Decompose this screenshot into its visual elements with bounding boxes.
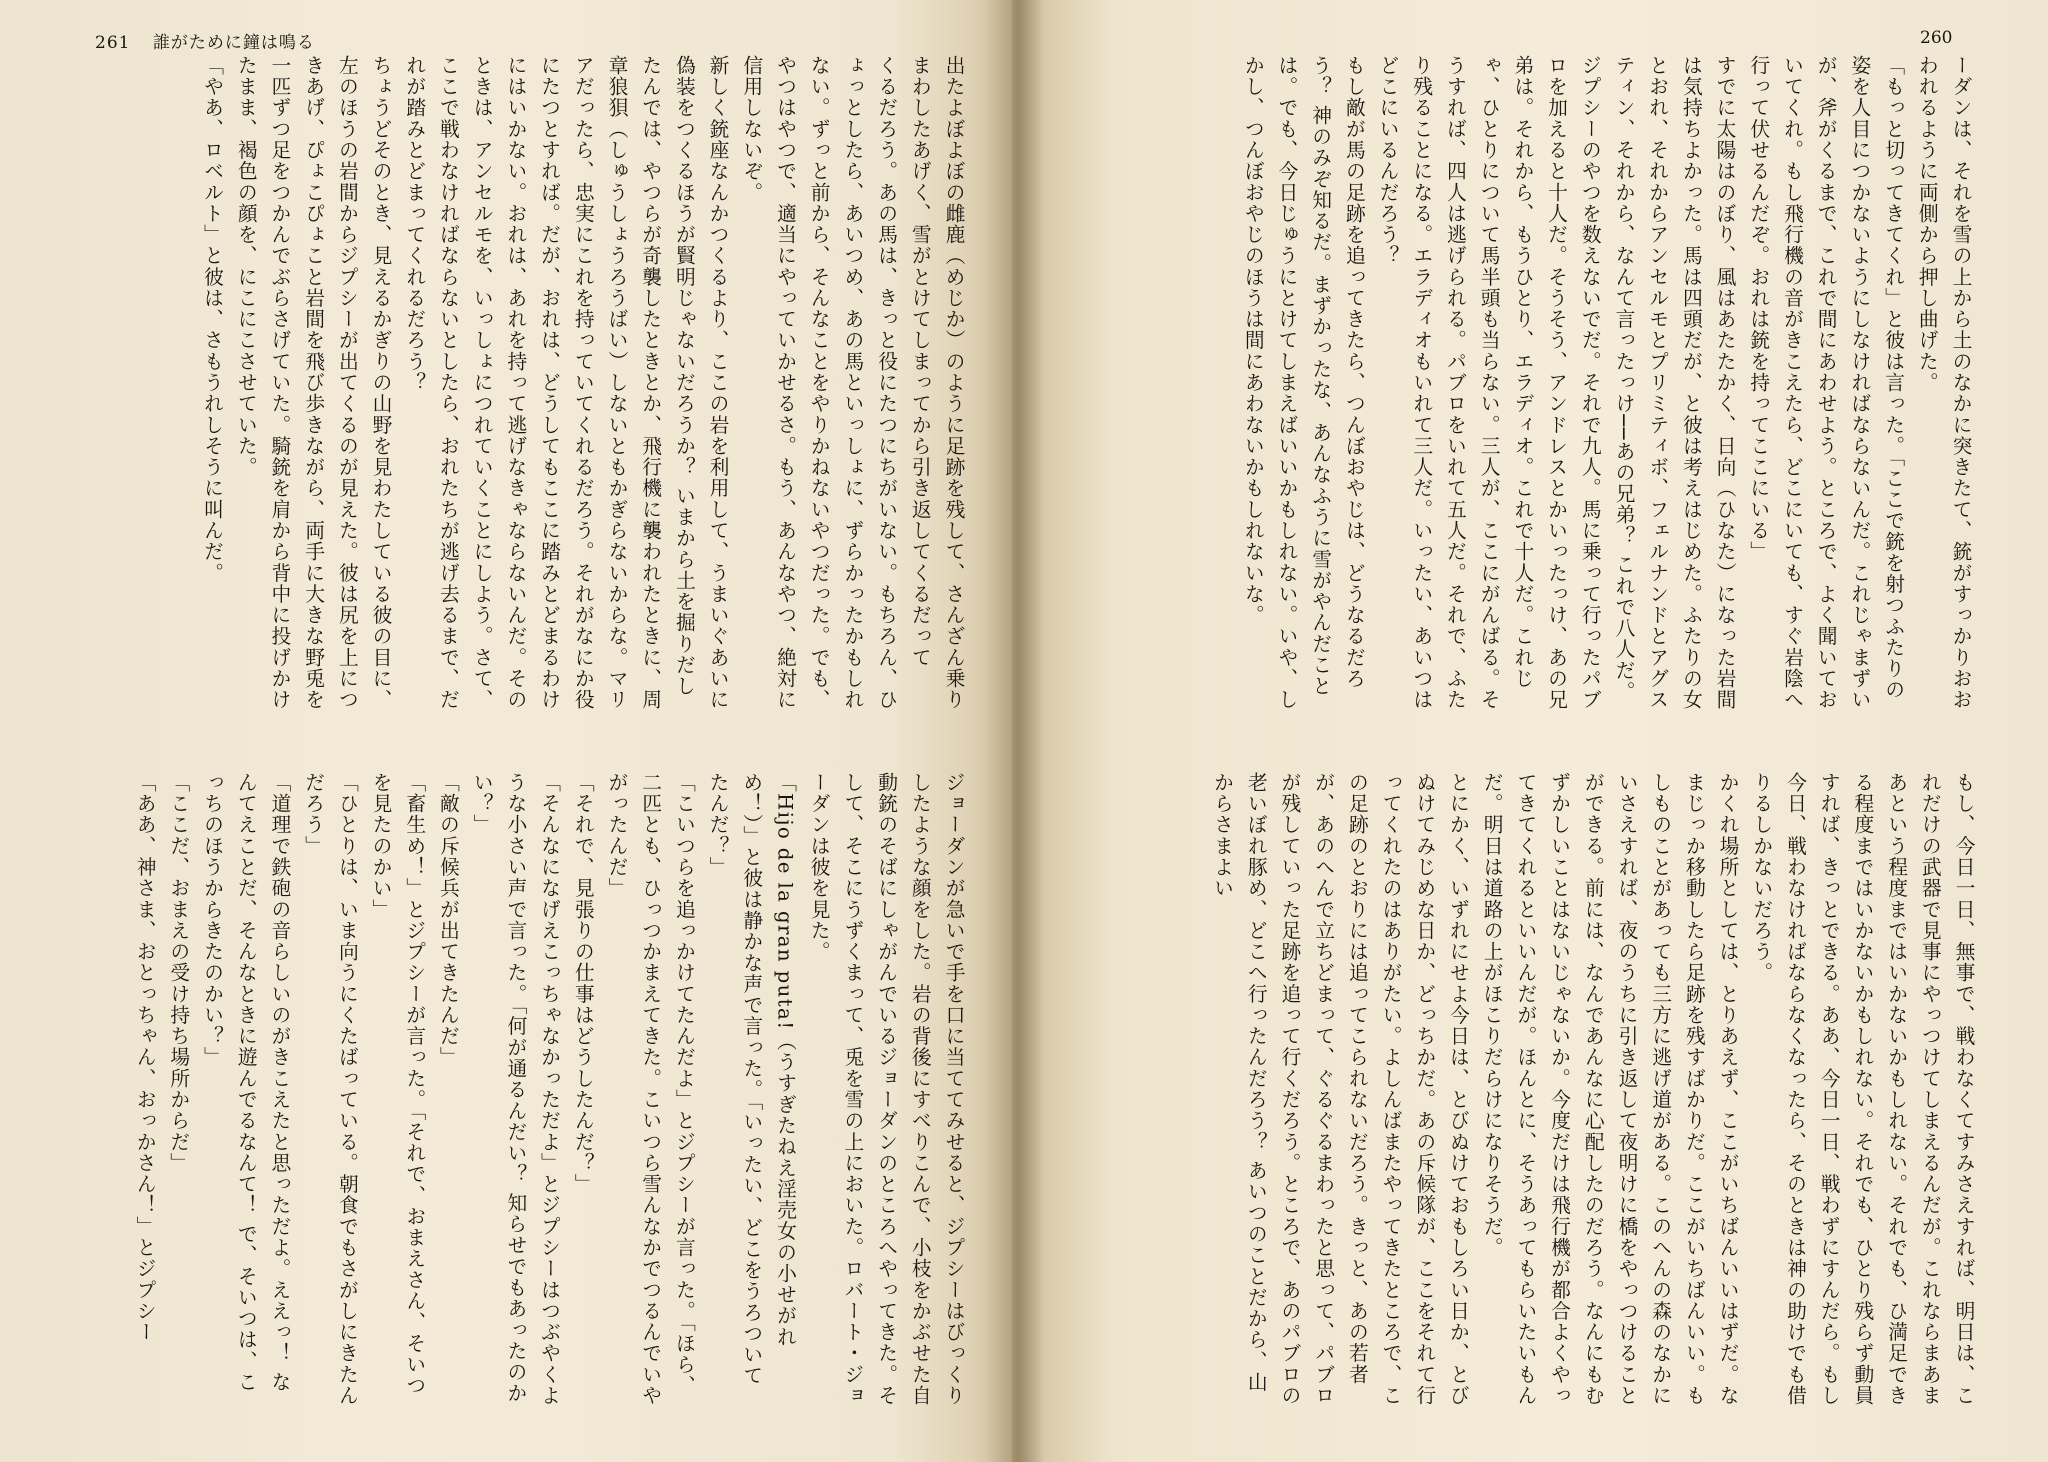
running-title: 誰がために鐘は鳴る	[152, 33, 315, 53]
paragraph: ジョーダンが急いで手を口に当ててみせると、ジプシーはびっくりしたような顔をした。岩の背後にすべりこんで、小枝をかぶせた自動銃のそばにしゃがんでいるジョーダンのところへやってきた。そして、そこにうずくまって、兎を雪の上においた。ロバート・ジョーダンは彼を見た。	[807, 772, 965, 1407]
paragraph: 「ここだ、おまえの受け持ち場所からだ」	[166, 772, 190, 1174]
right-page-bottom-text-block	[1080, 772, 1980, 1407]
paragraph: 「Hijo de la gran puta!（うすぎたねえ淫売女の小せがれめ！）」と彼は静かな声で言った。「いったい、どこをうろついてたんだ？」	[706, 772, 797, 1387]
paragraph: 「やあ、ロベルト」と彼は、さもうれしそうに叫んだ。	[200, 55, 224, 584]
left-page-bottom-text-block	[75, 772, 970, 1407]
paragraph: 「そんなになげえこっちゃなかっただよ」とジプシーはつぶやくような小さい声で言った。「何が通るんだい？ 知らせでもあったのかい？」	[470, 772, 561, 1407]
paragraph: くるだろう。あの馬は、きっと役にたつにちがいない。もちろん、ひょっとしたら、あいつめ、あの馬といっしょに、ずらかったかもしれない。ずっと前から、そんなことをやりかねないやつだった。でも、やつはやつで、適当にやっていかせるさ。もう、あんなやつ、絶対に信用しないぞ。	[739, 55, 898, 711]
paragraph: 「ああ、神さま、おとっちゃん、おっかさん！」とジプシー	[133, 772, 157, 1343]
paragraph: 「畜生め！」とジプシーが言った。「それで、おまえさん、そいつを見たのかい」	[369, 772, 426, 1397]
paragraph: 出たよぼよぼの雌鹿（めじか）のように足跡を残して、さんざん乗りまわしたあげく、雪がとけてしまってから引き返してくるだって	[908, 55, 965, 711]
paragraph: 「ひとりは、いま向うにくたばっている。朝食でもさがしにきたんだろう」	[301, 772, 359, 1407]
paragraph: 「敵の斥候兵が出てきたんだ」	[436, 772, 460, 1068]
paragraph: 「もっと切ってきてくれ」と彼は言った。「ここで銃を射つふたりの姿を人目につかないようにしなければならないんだ。これじゃまずいが、斧がくるまで、これで間にあわせよう。ところで、よく聞いておいてくれ。もし飛行機の音がきこえたら、どこにいても、すぐ岩陰へ行って伏せるんだぞ。おれは銃を持ってここにいる」	[1746, 55, 1905, 711]
paragraph: ーダンは、それを雪の上から土のなかに突きたて、銃がすっかりおおわれるように両側から押し曲げた。	[1915, 55, 1972, 711]
left-page-number: 261	[95, 33, 131, 53]
left-page-header	[95, 28, 315, 53]
left-page-top-text-block	[170, 55, 970, 715]
paragraph: かくれ場所としては、とりあえず、ここがいちばんいいはずだ。なまじっか移動したら足跡を残すばかりだ。ここがいちばんいい。もしものことがあっても三方に逃げ道がある。このへんの森のなかにいさえすれば、夜のうちに引き返して夜明けに橋をやっつけることができる。前には、なんであんなに心配したのだろう。なんにもむずかしいことはないじゃないか。今度だけは飛行機が都合よくやってきてくれるといいんだが。ほんとに、そうあってもらいたいもんだ。明日は道路の上がほこりだらけになりそうだ。	[1480, 772, 1740, 1407]
right-page-number: 260	[1920, 28, 1953, 48]
paragraph: もし、今日一日、無事で、戦わなくてすみさえすれば、明日は、これだけの武器で見事にやっつけてしまえるんだが。これならまあまあという程度まではいかないかもしれない。それでも、ひ満足できる程度まではいかないかもしれない。それでも、ひとり残らず動員すれば、きっとできる。ああ、今日一日、戦わずにすんだら。もし今日、戦わなければならなくなったら、そのときは神の助けでも借りるしかないだろう。	[1749, 772, 1975, 1407]
paragraph: 「それで、見張りの仕事はどうしたんだ？」	[571, 772, 595, 1195]
right-page-top-text-block	[1097, 55, 1977, 715]
paragraph: 「こいつらを追っかけてたんだよ」とジプシーが言った。「ほら、二匹とも、ひっつかまえてきた。こいつら雪んなかでつるんでいやがったんだ」	[604, 772, 696, 1407]
paragraph: ちょうどそのとき、見えるかぎりの山野を見わたしている彼の目に、左のほうの岩間からジプシーが出てくるのが見えた。彼は尻を上につきあげ、ぴょこぴょこと岩間を飛び歩きながら、両手に大きな野兎を一匹ずつ足をつかんでぶらさげていた。騎銃を肩から背中に投げかけたまま、褐色の顔を、にこにこさせていた。	[234, 55, 393, 711]
paragraph: とにかく、いずれにせよ今日は、とびぬけておもしろい日か、とびぬけてみじめな日か、どっちかだ。あの斥候隊が、ここをそれて行ってくれたのはありがたい。よしんばまたやってきたところで、この足跡のとおりには追ってこられないだろう。きっと、あの若者が、あのへんで立ちどまって、ぐるぐるまわったと思って、パブロが残していった足跡を追って行くだろう。ところで、あのパブロの老いぼれ豚め、どこへ行ったんだろう？ あいつのことだから、山からさまよい	[1210, 772, 1470, 1407]
paragraph: もし敵が馬の足跡を追ってきたら、つんぼおやじは、どうなるだろう？ 神のみぞ知るだ。まずかったな、あんなふうに雪がやんだことは。でも、今日じゅうにとけてしまえばいいかもしれない。いや、しかし、つんぼおやじのほうは間にあわないかもしれないな。	[1241, 55, 1366, 711]
paragraph: すでに太陽はのぼり、風はあたたかく、日向（ひなた）になった岩間は気持ちよかった。馬は四頭だが、と彼は考えはじめた。ふたりの女とおれ、それからアンセルモとプリミティボ、フェルナンドとアグスティン、それから、なんて言ったっけ──あの兄弟？ これで八人だ。ジプシーのやつを数えないでだ。それで九人。馬に乗って行ったパブロを加えると十人だ。そうそう、アンドレスとかいったっけ、あの兄弟は。それから、もうひとり、エラディオ。これで十人だ。これじゃ、ひとりについて馬半頭も当らない。三人が、ここにがんばる。そうすれば、四人は逃げられる。パブロをいれて五人だ。それで、ふたり残ることになる。エラディオもいれて三人だ。いったい、あいつはどこにいるんだろう？	[1376, 55, 1737, 711]
paragraph: 新しく銃座なんかつくるより、ここの岩を利用して、うまいぐあいに偽装をつくるほうが賢明じゃないだろうか？ いまから土を掘りだしたんでは、やつらが奇襲したときとか、飛行機に襲われたときに、周章狼狽（しゅうしょうろうばい）しないともかぎらないからな。マリアだったら、忠実にこれを持っていてくれるだろう。それがなにか役にたつとすれば。だが、おれは、どうしてもここに踏みとどまるわけにはいかない。おれは、あれを持って逃げなきゃならないんだ。そのときは、アンセルモを、いっしょにつれていくことにしよう。さて、ここで戦わなければならないとしたら、おれたちが逃げ去るまで、だれが踏みとどまってくれるだろう？	[402, 55, 730, 711]
paragraph: 「道理で鉄砲の音らしいのがきこえたと思っただよ。ええっ！ なんてえことだ、そんなときに遊んでるなんて！ で、そいつは、こっちのほうからきたのかい？」	[200, 772, 291, 1393]
